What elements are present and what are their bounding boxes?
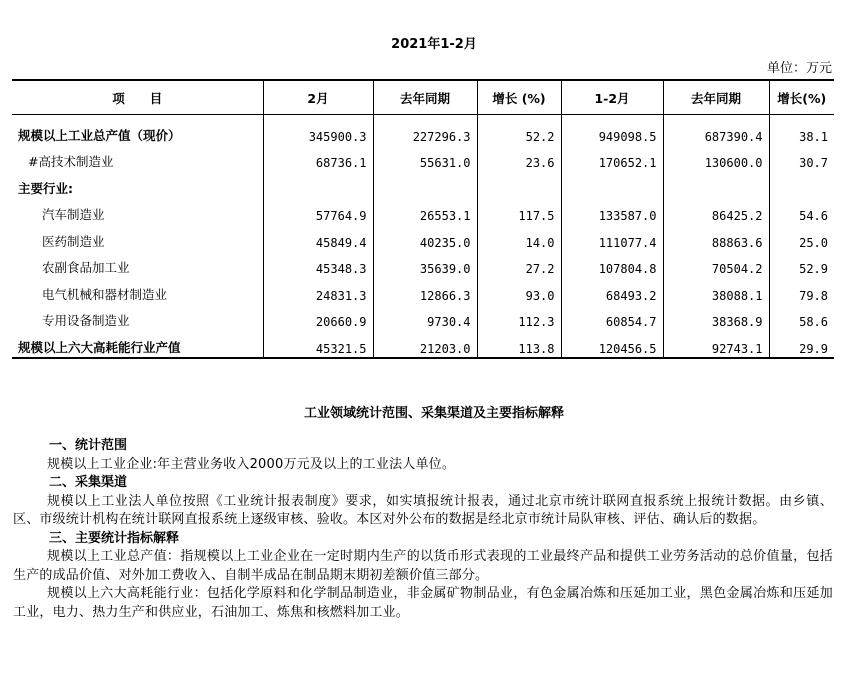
cell: 170652.1	[561, 145, 663, 172]
cell: 52.2	[477, 115, 561, 145]
cell: 45348.3	[263, 251, 373, 278]
cell: 88863.6	[663, 224, 769, 251]
cell: 26553.1	[373, 198, 477, 225]
header-jan-feb-last-year: 去年同期	[663, 80, 769, 115]
table-row	[12, 304, 834, 331]
header-feb-last-year: 去年同期	[373, 80, 477, 115]
cell: 30.7	[769, 145, 834, 172]
cell: 12866.3	[373, 277, 477, 304]
cell: 20660.9	[263, 304, 373, 331]
cell: 68736.1	[263, 145, 373, 172]
cell: 345900.3	[263, 115, 373, 145]
cell: 227296.3	[373, 115, 477, 145]
cell: 86425.2	[663, 198, 769, 225]
cell: 58.6	[769, 304, 834, 331]
cell: 14.0	[477, 224, 561, 251]
notes-title: 工业领域统计范围、采集渠道及主要指标解释	[303, 406, 564, 421]
cell: 687390.4	[663, 115, 769, 145]
row-name: 电气机械和器材制造业	[12, 277, 263, 304]
row-name: 农副食品加工业	[12, 251, 263, 278]
table-row	[12, 330, 834, 358]
cell: 93.0	[477, 277, 561, 304]
cell: 24831.3	[263, 277, 373, 304]
cell: 21203.0	[373, 330, 477, 358]
table-row	[12, 145, 834, 172]
cell: 117.5	[477, 198, 561, 225]
cell: 111077.4	[561, 224, 663, 251]
cell	[373, 171, 477, 198]
notes-paragraph-scope: 规模以上工业企业:年主营业务收入2000万元及以上的工业法人单位。	[47, 456, 456, 472]
table-row	[12, 115, 834, 145]
cell: 60854.7	[561, 304, 663, 331]
cell	[477, 171, 561, 198]
cell	[769, 171, 834, 198]
cell: 54.6	[769, 198, 834, 225]
cell: 79.8	[769, 277, 834, 304]
cell: 949098.5	[561, 115, 663, 145]
notes-paragraph-energy-industries: 规模以上六大高耗能行业：包括化学原料和化学制品制造业，非金属矿物制品业，有色金属冶炼和压延加工业，黑色金属冶炼和压延加工业，电力、热力生产和供应业，石油加工、炼焦和核燃料加工业。	[13, 586, 833, 620]
table-row	[12, 171, 834, 198]
table-row	[12, 224, 834, 251]
unit-label: 单位：万元	[766, 61, 832, 76]
header-jan-feb: 1-2月	[561, 80, 663, 115]
cell: 133587.0	[561, 198, 663, 225]
cell: 112.3	[477, 304, 561, 331]
table-header-row	[12, 80, 834, 115]
cell: 92743.1	[663, 330, 769, 358]
header-item: 项 目	[12, 80, 263, 115]
header-jan-feb-growth: 增长(%)	[769, 80, 834, 115]
header-feb-growth: 增长 (%)	[477, 80, 561, 115]
table-row	[12, 198, 834, 225]
cell: 38368.9	[663, 304, 769, 331]
cell: 38.1	[769, 115, 834, 145]
notes-heading-indicators: 三、主要统计指标解释	[49, 530, 180, 546]
cell	[663, 171, 769, 198]
cell: 68493.2	[561, 277, 663, 304]
cell: 27.2	[477, 251, 561, 278]
cell	[561, 171, 663, 198]
row-name: 规模以上六大高耗能行业产值	[12, 330, 263, 358]
cell: 23.6	[477, 145, 561, 172]
cell: 70504.2	[663, 251, 769, 278]
cell: 40235.0	[373, 224, 477, 251]
row-name: 专用设备制造业	[12, 304, 263, 331]
notes-paragraph-output-value: 规模以上工业总产值：指规模以上工业企业在一定时期内生产的以货币形式表现的工业最终产品和提供工业劳务活动的总价值量，包括生产的成品价值、对外加工费收入、自制半成品在制品期末期初差额价值三部分。	[13, 549, 833, 583]
notes-paragraph-channel: 规模以上工业法人单位按照《工业统计报表制度》要求，如实填报统计报表，通过北京市统计联网直报系统上报统计数据。由乡镇、区、市级统计机构在统计联网直报系统上逐级审核、验收。本区对外公布的数据是经北京市统计局队审核、评估、确认后的数据。	[13, 493, 833, 527]
statistics-table	[12, 79, 834, 359]
cell: 45849.4	[263, 224, 373, 251]
cell: 120456.5	[561, 330, 663, 358]
cell: 113.8	[477, 330, 561, 358]
cell: 55631.0	[373, 145, 477, 172]
row-name: 医药制造业	[12, 224, 263, 251]
report-title: 2021年1-2月	[391, 37, 477, 52]
row-name: #高技术制造业	[12, 145, 263, 172]
cell	[263, 171, 373, 198]
cell: 9730.4	[373, 304, 477, 331]
notes-section	[13, 437, 833, 622]
cell: 45321.5	[263, 330, 373, 358]
table-row	[12, 251, 834, 278]
notes-heading-channel: 二、采集渠道	[49, 475, 128, 490]
cell: 29.9	[769, 330, 834, 358]
table-row	[12, 277, 834, 304]
cell: 35639.0	[373, 251, 477, 278]
cell: 25.0	[769, 224, 834, 251]
header-feb: 2月	[263, 80, 373, 115]
cell: 130600.0	[663, 145, 769, 172]
cell: 57764.9	[263, 198, 373, 225]
cell: 107804.8	[561, 251, 663, 278]
row-name: 主要行业:	[12, 171, 263, 198]
row-name: 规模以上工业总产值（现价）	[12, 115, 263, 145]
notes-heading-scope: 一、统计范围	[49, 438, 128, 453]
row-name: 汽车制造业	[12, 198, 263, 225]
cell: 38088.1	[663, 277, 769, 304]
cell: 52.9	[769, 251, 834, 278]
